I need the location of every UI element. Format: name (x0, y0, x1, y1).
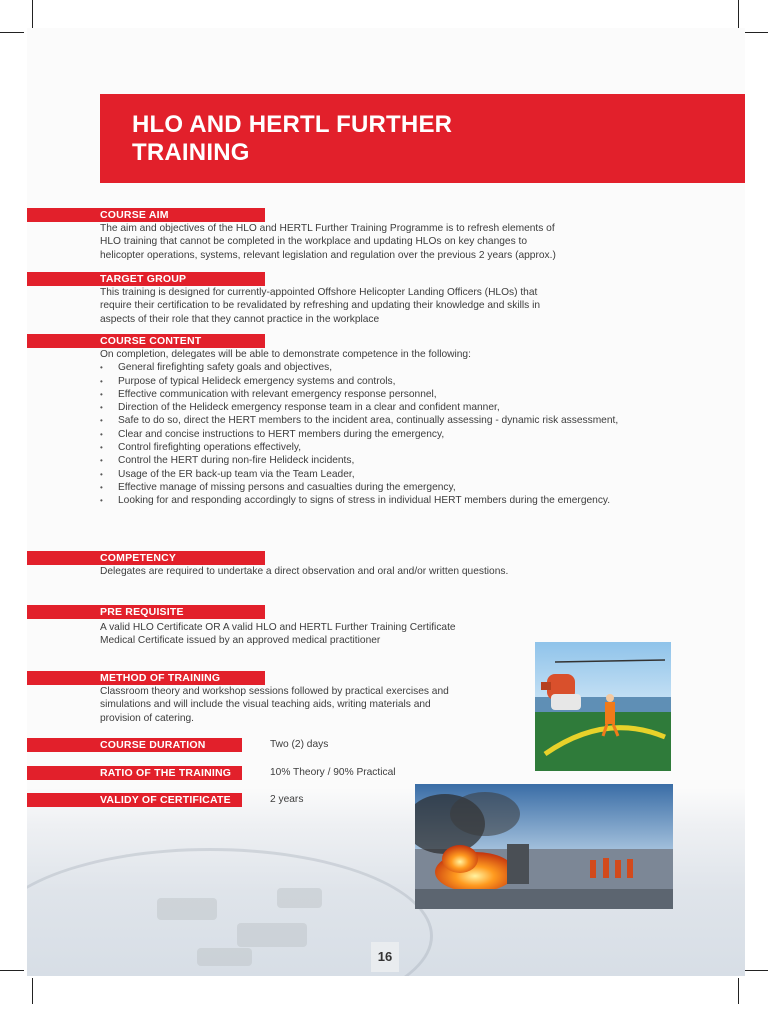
section-header-pre-requisite: PRE REQUISITE (27, 605, 265, 619)
course-content-text (100, 348, 640, 508)
crop-mark (738, 0, 739, 28)
list-item: • Usage of the ER back-up team via the Team Leader, (100, 468, 640, 481)
helideck-photo (535, 642, 671, 771)
course-content-list (100, 361, 640, 507)
section-header-course-content: COURSE CONTENT (27, 334, 265, 348)
page-title: HLO AND HERTL FURTHER TRAINING (132, 111, 453, 166)
page-number: 16 (371, 942, 399, 972)
list-item: • Effective manage of missing persons and casualties during the emergency, (100, 481, 640, 494)
list-item: • Purpose of typical Helideck emergency systems and controls, (100, 375, 640, 388)
section-header-validity: VALIDY OF CERTIFICATE (27, 793, 242, 807)
section-header-course-aim: COURSE AIM (27, 208, 265, 222)
crop-mark (32, 978, 33, 1004)
fire-illustration (415, 784, 673, 909)
course-aim-text: The aim and objectives of the HLO and HERTL Further Training Programme is to refresh elements of HLO training that cannot be completed in the workplace and updating HLOs on key changes to helicopter operations, systems, relevant legislation and regulation over the previous 2 years (approx.) (100, 223, 556, 261)
crop-mark (0, 970, 24, 971)
helicopter-illustration (535, 642, 671, 771)
section-header-target-group: TARGET GROUP (27, 272, 265, 286)
ratio-value: 10% Theory / 90% Practical (270, 767, 396, 778)
crop-mark (738, 978, 739, 1004)
list-item: • Clear and concise instructions to HERT members during the emergency, (100, 428, 640, 441)
course-duration-value: Two (2) days (270, 739, 329, 750)
pre-requisite-text: A valid HLO Certificate OR A valid HLO and HERTL Further Training Certificate Medical Certificate issued by an approved medical practitioner (100, 622, 456, 647)
section-header-ratio: RATIO OF THE TRAINING (27, 766, 242, 780)
crop-mark (744, 32, 768, 33)
section-header-course-duration: COURSE DURATION (27, 738, 242, 752)
list-item: • Control the HERT during non-fire Helideck incidents, (100, 454, 640, 467)
target-group-text: This training is designed for currently-appointed Offshore Helicopter Landing Officers (HLOs) that require their certification to be revalidated by refreshing and updating their knowledge and skills in aspects of their role that they cannot practice in the workplace (100, 287, 541, 325)
section-header-method-of-training: METHOD OF TRAINING (27, 671, 265, 685)
method-text: Classroom theory and workshop sessions followed by practical exercises and simulations and will include the visual teaching aids, writing materials and provision of catering. (100, 686, 449, 724)
validity-value: 2 years (270, 794, 304, 805)
crop-mark (0, 32, 24, 33)
list-item: • General firefighting safety goals and objectives, (100, 361, 640, 374)
list-item: • Looking for and responding accordingly to signs of stress in individual HERT members during the emergency. (100, 494, 640, 507)
section-header-competency: COMPETENCY (27, 551, 265, 565)
list-item: • Safe to do so, direct the HERT members to the incident area, continually assessing - dynamic risk assessment, (100, 414, 640, 427)
crop-mark (32, 0, 33, 28)
list-item: • Control firefighting operations effectively, (100, 441, 640, 454)
list-item: • Effective communication with relevant emergency response personnel, (100, 388, 640, 401)
brochure-page (27, 28, 745, 976)
course-content-intro: On completion, delegates will be able to demonstrate competence in the following: (100, 349, 471, 360)
list-item: • Direction of the Helideck emergency response team in a clear and confident manner, (100, 401, 640, 414)
fire-training-photo (415, 784, 673, 909)
crop-mark (744, 970, 768, 971)
competency-text: Delegates are required to undertake a direct observation and oral and/or written questions. (100, 566, 509, 577)
title-banner (100, 94, 745, 183)
